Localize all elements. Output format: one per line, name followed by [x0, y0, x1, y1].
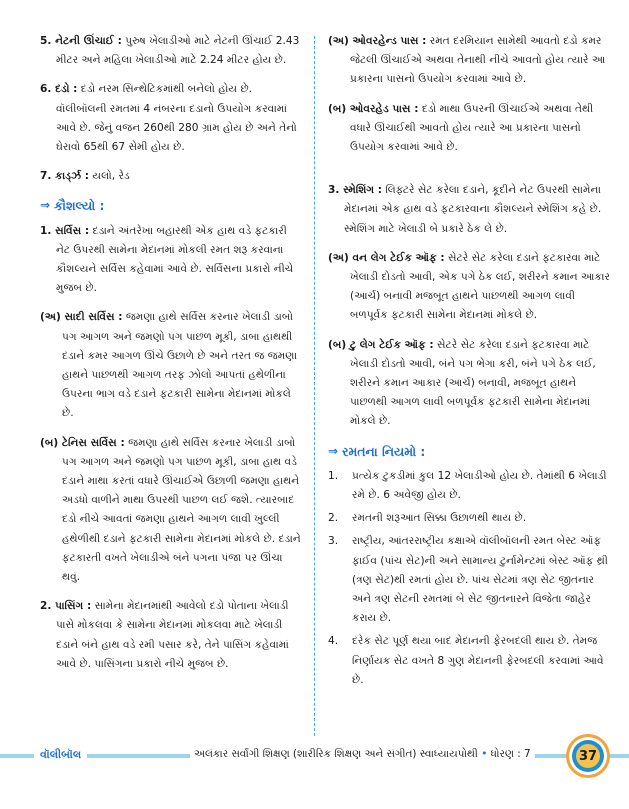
- item-text: દડો માથા ઉપરની ઊંચાઈએ અથવા તેથી વધારે ઊંચાઈથી આવતો હોય ત્યારે આ પ્રકારના પાસનો ઉપયોગ કરવામાં આવે છે.: [350, 102, 594, 154]
- arrow-right-icon: ⇒: [40, 198, 51, 213]
- grade-text: ધોરણ : 7: [490, 748, 531, 760]
- overhand-pass-item: [328, 32, 614, 90]
- item-text: રમત દરમિયાન સામેથી આવતો દડો કમર જેટલી ઊંચાઈએ અથવા તેનાથી નીચે આવતો હોય ત્યારે આ પ્રકારના પાસનો ઉપયોગ કરવામાં આવે છે.: [350, 35, 606, 86]
- tennis-service-item: [40, 434, 302, 588]
- simple-service-item: [40, 308, 302, 423]
- item-label: 1. સર્વિસ :: [40, 224, 90, 237]
- left-column: [40, 32, 302, 684]
- item-text: પુરુષ ખેલાડીઓ માટે નેટની ઊંચાઈ 2.43 મીટર અને મહિલા ખેલાડીઓ માટે 2.24 મીટર હોય છે.: [56, 35, 300, 67]
- item-text: સામેના મેદાનમાંથી આવેલો દડો પોતાના ખેલાડી પાસે મોકલવા કે સામેના મેદાનમાં મોકલવા માટે ખેલાડી દડાને બંને હાથ વડે રમી પસાર કરે, તેને પાસિંગ કહેવામાં આવે છે. પાસિંગના પ્રકારો નીચે મુજબ છે.: [56, 600, 289, 670]
- skills-heading-text: કૌશલ્યો :: [54, 198, 105, 214]
- item-label: (બ) ટેનિસ સર્વિસ :: [40, 436, 125, 449]
- item-label: (બ) ટુ લેગ ટેઈક ઑફ :: [328, 338, 434, 351]
- skills-heading: [40, 196, 302, 215]
- rule-text: પ્રત્યેક ટુકડીમાં કુલ 12 ખેલાડીઓ હોય છે. તેમાંથી 6 ખેલાડી રમે છે. 6 અવેજી હોય છે.: [352, 469, 607, 502]
- arrow-right-icon: ⇒: [328, 443, 339, 458]
- item-label: 7. કાર્ડ્ઝ :: [40, 170, 90, 183]
- item-label: 2. પાસિંગ :: [40, 600, 92, 613]
- rule-number: 2.: [328, 512, 339, 525]
- rule-text: દરેક સેટ પૂર્ણ થયા બાદ મેદાનની ફેરબદલી થાય છે. તેમજ નિર્ણાયક સેટ વખતે 8 ગુણ મેદાનની ફેરબદલી કરવામાં આવે છે.: [352, 635, 604, 686]
- net-height-item: [40, 32, 302, 70]
- chapter-name: વૉલીબૉલ: [34, 748, 87, 762]
- rule-text: રમતની શરૂઆત સિક્કા ઉછાળથી થાય છે.: [352, 512, 527, 525]
- passing-item: [40, 597, 302, 674]
- item-text: લિફ્ટરે સેટ કરેલા દડાને, કૂદીને નેટ ઉપરથી સામેના મેદાનમાં એક હાથ વડે ફટકારવાના કૌશલ્યને સ્મેશિંગ કહે છે. સ્મેશિંગ માટે ખેલાડી બે પ્રકારે ઠેક લે છે.: [344, 184, 602, 235]
- page-number: 37: [576, 744, 600, 768]
- rule-text: રાષ્ટ્રીય, આંતરરાષ્ટ્રીય કક્ષાએ વૉલીબૉલની રમત બેસ્ટ ઑફ ફાઈવ (પાંચ સેટ)ની અને સામાન્ય ટુર્નામેન્ટમાં બેસ્ટ ઑફ થ્રી (ત્રણ સેટ)થી રમતાં હોય છે. પાંચ સેટમાં ત્રણ સેટ જીતનાર અને ત્રણ સેટની રમતમાં બે સેટ જીતનારને વિજેતા જાહેર કરાય છે.: [352, 535, 608, 625]
- item-label: 6. દડો :: [40, 83, 78, 96]
- rule-item: [328, 467, 614, 505]
- item-text: જમણા હાથે સર્વિસ કરનાર ખેલાડી ડાબો પગ આગળ અને જમણો પગ પાછળ મૂકી, ડાબા હાથથી દડાને કમર આગળ ઊંચે ઉછાળે છે અને તરત જ જમણા હાથને પાછળથી આગળ તરફ ઝોલો આપતાં હથેળીના ઉપરના ભાગ વડે દડાને ફટકારી સામેના મેદાનમાં મોકલે છે.: [62, 311, 298, 420]
- two-leg-takeoff-item: [328, 336, 614, 432]
- separator-dot: •: [481, 748, 488, 760]
- smashing-item: [328, 181, 614, 239]
- item-text: યલો, રેડ: [92, 170, 130, 183]
- item-label: (અ) ઓવરહેન્ડ પાસ :: [328, 35, 427, 47]
- rule-item: [328, 632, 614, 690]
- book-title: [190, 748, 535, 761]
- page-number-badge: [572, 740, 604, 772]
- right-column: [328, 32, 614, 694]
- page-footer: [0, 740, 629, 780]
- rule-item: [328, 532, 614, 628]
- rule-number: 3.: [328, 535, 339, 548]
- item-text: દડાને અંતરેખા બહારથી એક હાથ વડે ફટકારી નેટ ઉપરથી સામેના મેદાનમાં મોકલી રમત શરૂ કરવાના કૌશલ્યને સર્વિસ કહેવામાં આવે છે. સર્વિસના પ્રકારો નીચે મુજબ છે.: [56, 224, 294, 295]
- service-item: [40, 222, 302, 299]
- cards-item: [40, 167, 302, 186]
- item-label: (અ) વન લેગ ટેઈક ઑફ :: [328, 251, 445, 264]
- rule-number: 4.: [328, 635, 339, 648]
- item-label: (બ) ઓવરહેડ પાસ :: [328, 102, 419, 115]
- item-text: સેટરે સેટ કરેલા દડાને ફટકારવા માટે ખેલાડી દોડતો આવી, બંને પગ ભેગા કરી, બંને પગે ઠેક લઈ, શરીરને કમાન આકાર (આર્ચ) બનાવી, મજબૂત હાથને પાછળથી આગળ લાવી બળપૂર્વક ફટકારી સામેના મેદાનમાં મોકલે છે.: [350, 338, 596, 428]
- rules-heading: [328, 442, 614, 461]
- item-label: (અ) સાદી સર્વિસ :: [40, 311, 123, 324]
- item-text: સેટરે સેટ કરેલા દડાને ફટકારવા માટે ખેલાડી દોડતો આવી, એક પગે ઠેક લઈ, શરીરને કમાન આકાર (આર્ચ) બનાવી મજબૂત હાથને પાછળથી આગળ લાવી બળપૂર્વક ફટકારી સામેના મેદાનમાં મોકલે છે.: [350, 251, 610, 322]
- book-title-text: અલંકાર સર્વાંગી શિક્ષણ (શારીરિક શિક્ષણ અને સંગીત) સ્વાધ્યાયપોથી: [194, 748, 478, 760]
- rule-item: [328, 509, 614, 528]
- item-label: 3. સ્મેશિંગ :: [328, 184, 383, 197]
- rules-heading-text: રમતના નિયમો :: [342, 443, 426, 459]
- ball-item: [40, 80, 302, 157]
- item-text: જમણા હાથે સર્વિસ કરનાર ખેલાડી ડાબો પગ આગળ અને જમણો પગ પાછળ મૂકી, ડાબા હાથ વડે દડાને માથા કરતાં વધારે ઊંચાઈએ ઉછાળી જમણા હાથને અડધો વાળીને માથા ઉપરથી પાછળ લઈ જશે. ત્યારબાદ દડો નીચે આવતાં જમણા હાથને આગળ લાવી ખુલ્લી હથેળીથી દડાને ફટકારી સામેના મેદાનમાં મોકલે છે. દડાને ફટકારતી વખતે ખેલાડીએ બંને પગના પંજા પર ઊંચા થવું.: [62, 436, 301, 584]
- item-text: દડો નરમ સિન્થેટિકમાંથી બનેલો હોય છે. વૉલીબૉલની રમતમાં 4 નંબરના દડાનો ઉપયોગ કરવામાં આવે છે. જેનું વજન 260થી 280 ગ્રામ હોય છે અને તેનો ઘેરાવો 65થી 67 સેમી હોય છે.: [56, 83, 297, 154]
- rule-number: 1.: [328, 469, 339, 482]
- overhead-pass-item: [328, 100, 614, 158]
- item-label: 5. નેટની ઊંચાઈ :: [40, 35, 122, 47]
- column-divider: [314, 36, 316, 736]
- one-leg-takeoff-item: [328, 249, 614, 326]
